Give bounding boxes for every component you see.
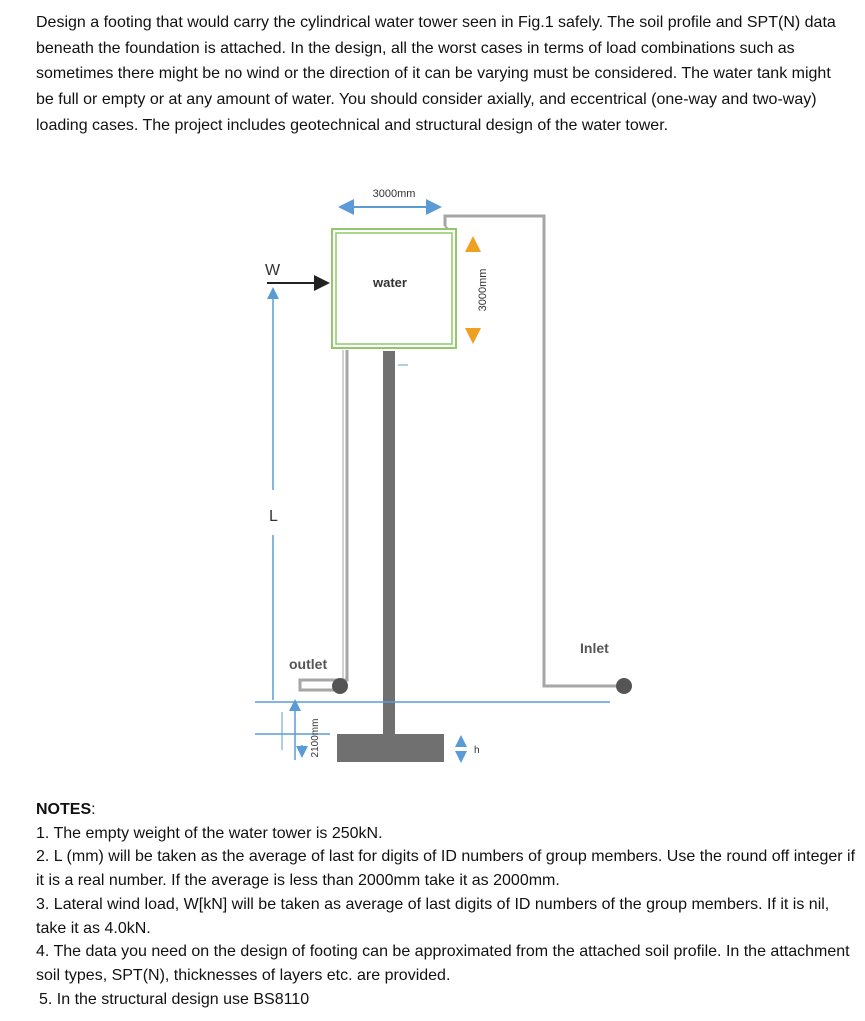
notes-heading: NOTES: (36, 801, 96, 818)
note-item: 5. In the structural design use BS8110 (39, 990, 310, 1008)
tank-height-label: 3000mm (477, 268, 489, 312)
footing-thickness-label: h (474, 745, 480, 756)
notes-section (36, 798, 862, 1011)
note-item: 2. L (mm) will be taken as the average of last for digits of ID numbers of group members. Use the round off integer if it is a real number. If the average is less than 2000mm take it as 2000mm. (36, 848, 856, 890)
outlet-valve (332, 678, 348, 694)
tank-label: water (373, 275, 407, 290)
depth-label: 2100mm (310, 718, 321, 758)
outlet-label: outlet (289, 656, 328, 672)
tank-width-label: 3000mm (372, 188, 416, 200)
note-item: 1. The empty weight of the water tower is 250kN. (36, 824, 383, 842)
wind-label: W (265, 262, 281, 279)
length-label: L (269, 508, 278, 525)
problem-paragraph: Design a footing that would carry the cylindrical water tower seen in Fig.1 safely. The soil profile and SPT(N) data beneath the foundation is attached. In the design, all the worst cases in terms of load combinations such as sometimes there might be no wind or the direction of it can be varying must be considered. The water tank might be full or empty or at any amount of water. You should consider axially, and eccentrical (one-way and two-way) loading cases. The project includes geotechnical and structural design of the water tower. (36, 14, 836, 134)
inlet-pipe (445, 216, 622, 686)
outlet-pipe (300, 350, 347, 690)
problem-statement (36, 10, 846, 139)
note-item: 3. Lateral wind load, W[kN] will be taken as average of last digits of ID numbers of the group members. If it is nil, take it as 4.0kN. (36, 895, 830, 937)
note-item: 4. The data you need on the design of footing can be approximated from the attached soil profile. In the attachment soil types, SPT(N), thicknesses of layers etc. are provided. (36, 943, 850, 984)
water-tower-figure (0, 170, 865, 790)
tower-column (383, 351, 395, 736)
inlet-valve (616, 678, 632, 694)
footing (337, 734, 444, 762)
inlet-label: Inlet (580, 640, 609, 656)
